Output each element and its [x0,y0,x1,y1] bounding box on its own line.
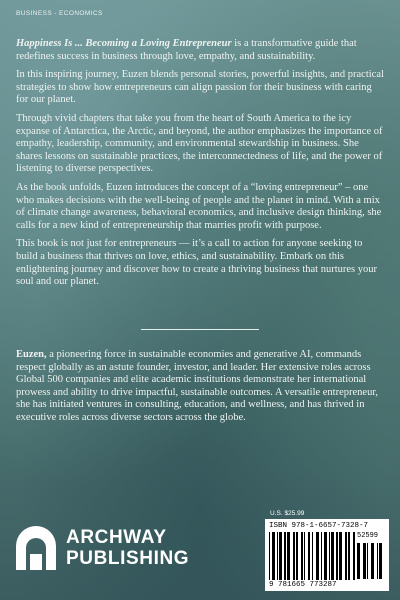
description-paragraph: In this inspiring journey, Euzen blends personal stories, powerful insights, and practical strategies to show how entrepreneurs can align passion for their business with caring for our planet. [16,69,384,106]
barcode-bar [272,532,275,580]
author-name: Euzen, [16,349,47,360]
barcode-bar [367,543,368,579]
description-paragraph: Through vivid chapters that take you from the heart of South America to the icy expanse of Antarctica, the Arctic, and beyond, the author emphasizes the importance of empathy, leadership, community, and environmental stewardship in business. She shares lessons on sustainable practices, the interconnectedness of life, and the power of listening to diverse perspectives. [16,112,383,175]
barcode-bar [336,532,338,580]
barcode-bar [324,532,327,580]
author-bio-text: a pioneering force in sustainable economies and generative AI, commands respect globally as an astute founder, investor, and leader. Her extensive roles across Global 500 companies and elite academic institutions demonstrate her international prowess and ability to drive impactful, sustainable outcomes. A versatile entrepreneur, she has initiated ventures in consulting, education, and wellness, and has thrived in executive roles across diverse sectors across the globe. [16,349,379,423]
ean-barcode-bars [269,532,355,580]
barcode-bar [269,532,270,580]
barcode-bar [371,543,374,579]
section-divider [141,329,259,330]
description-paragraph: As the book unfolds, Euzen introduces the concept of a “loving entrepreneur” – one who makes decisions with the well-being of people and the planet in mind. With a mix of climate change awareness, behavioral economics, and inclusive design thinking, she calls for a new kind of entrepreneurship that marries profit with purpose. [16,181,382,231]
barcode-bar [316,532,319,580]
barcode-bar [321,532,322,580]
price-addon-digits: 52599 [357,532,379,540]
isbn-barcode [265,519,389,591]
barcode-bar [284,532,286,580]
barcode-bar [304,532,305,580]
barcode-bar [296,532,298,580]
description [16,38,384,295]
archway-arch-icon [14,524,58,572]
barcode-bar [345,532,347,580]
barcode-bar [348,532,350,580]
barcode-bar [279,532,282,580]
publisher-name-line1: ARCHWAY [66,527,167,548]
barcode-bar [353,532,355,580]
barcode-bar [287,532,290,580]
barcode-bar [357,543,360,579]
category-label: BUSINESS - ECONOMICS [16,10,103,17]
barcode-bar [308,532,310,580]
barcode-bar [301,532,303,580]
book-title: Happiness Is ... Becoming a Loving Entrepreneur [16,38,232,49]
barcode-bar [363,543,366,579]
ean-digits: 9 781665 773287 [269,581,337,589]
isbn-label: ISBN 978-1-6657-7328-7 [269,522,369,530]
barcode-bar [339,532,342,580]
publisher-logo [14,524,204,574]
barcode-bar [379,543,382,579]
intro-paragraph [16,38,384,63]
barcode-bar [331,532,334,580]
author-bio [16,349,384,425]
barcode-bar [277,532,278,580]
barcode-bar [293,532,295,580]
addon-barcode-bars [357,543,383,579]
description-paragraph: This book is not just for entrepreneurs — it’s a call to action for anyone seeking to build a business that thrives on love, ethics, and sustainability. Embark on this enlightening journey and discover how to create a thriving business that nurtures your soul and our planet. [16,238,377,288]
price-label: U.S. $25.99 [270,510,305,517]
barcode-bar [377,543,378,579]
barcode-bar [312,532,313,580]
barcode-bar [329,532,330,580]
publisher-name-line2: PUBLISHING [66,548,190,569]
intro-text: is a transformative guide that redefines success in business through love, empathy, and sustainability. [16,38,357,62]
